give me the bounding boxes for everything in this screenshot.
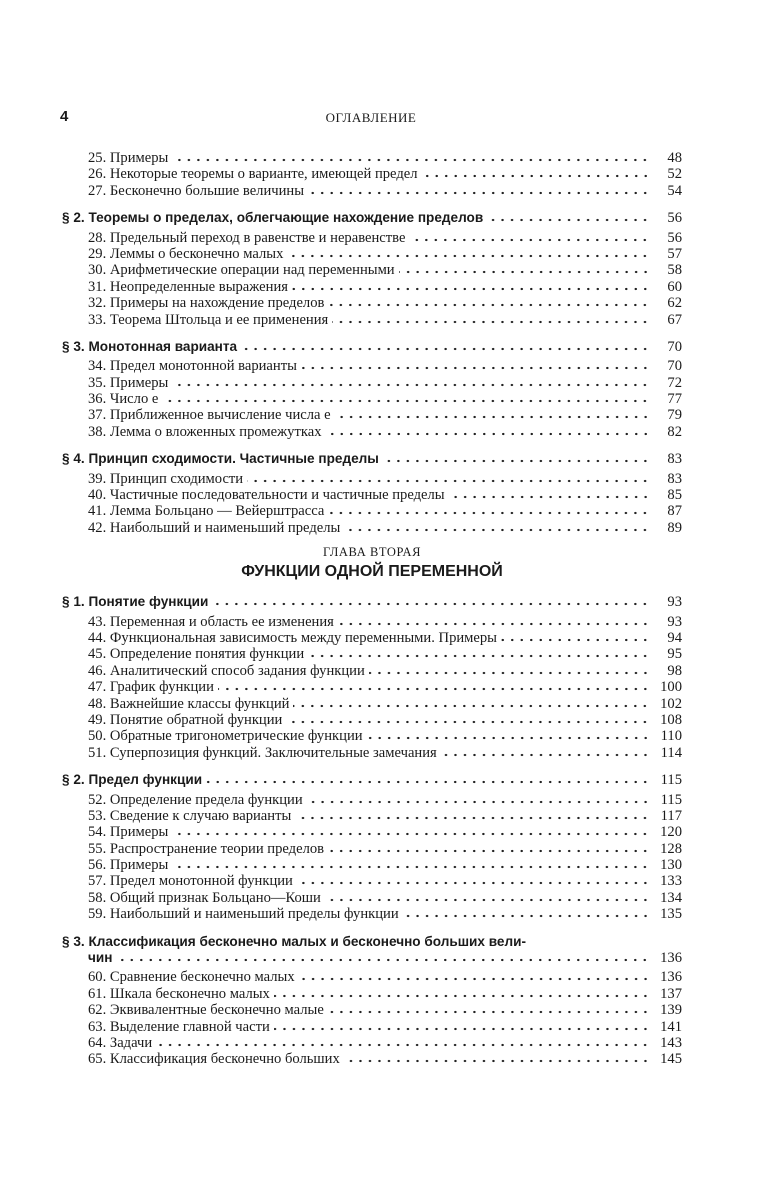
entry-page-number: 72	[667, 374, 682, 391]
dot-leader	[156, 1037, 650, 1047]
toc-entry	[62, 824, 682, 840]
toc-entry	[62, 696, 682, 712]
toc-entry	[62, 1051, 682, 1067]
entry-page-number: 70	[667, 358, 682, 375]
dot-leader	[449, 489, 650, 499]
entry-title: 43. Переменная и область ее изменения	[88, 613, 334, 630]
entry-page-number: 79	[667, 407, 682, 424]
dot-leader	[212, 596, 650, 606]
entry-page-number: 136	[660, 950, 682, 967]
toc-entry	[62, 969, 682, 985]
dot-leader	[403, 908, 650, 918]
entry-page-number: 94	[667, 629, 682, 646]
section-heading	[62, 934, 682, 967]
entry-title: 58. Общий признак Больцано—Коши	[88, 889, 321, 906]
dot-leader	[335, 409, 650, 419]
entry-page-number: 120	[660, 824, 682, 841]
entry-title: чин	[88, 950, 113, 966]
dot-leader	[326, 426, 651, 436]
entry-page-number: 83	[667, 451, 682, 468]
toc-entry	[62, 246, 682, 262]
dot-leader	[295, 810, 650, 820]
dot-leader	[172, 859, 650, 869]
entry-title: 31. Неопределенные выражения	[88, 278, 288, 295]
dot-leader	[344, 522, 650, 532]
dot-leader	[501, 632, 650, 642]
entry-title: 29. Леммы о бесконечно малых	[88, 245, 284, 262]
entry-title: § 3. Монотонная варианта	[62, 338, 238, 354]
entry-page-number: 93	[667, 613, 682, 630]
entry-page-number: 130	[660, 857, 682, 874]
toc-entry	[62, 230, 682, 246]
toc-entry	[62, 1019, 682, 1035]
toc-entry	[62, 166, 682, 182]
entry-title: 35. Примеры	[88, 374, 169, 391]
entry-page-number: 114	[660, 744, 682, 761]
dot-leader	[206, 774, 650, 784]
entry-title: 59. Наибольший и наименьший пределы функции	[88, 906, 399, 923]
entry-page-number: 67	[667, 311, 682, 328]
dot-leader	[116, 952, 650, 962]
entry-page-number: 110	[660, 728, 682, 745]
dot-leader	[274, 988, 650, 998]
dot-leader	[441, 747, 650, 757]
dot-leader	[409, 232, 650, 242]
dot-leader	[369, 665, 650, 675]
entry-page-number: 60	[667, 278, 682, 295]
entry-title: 45. Определение понятия функции	[88, 646, 305, 663]
entry-page-number: 117	[660, 807, 682, 824]
toc-entry	[62, 150, 682, 166]
toc-entry	[62, 857, 682, 873]
entry-page-number: 108	[660, 711, 682, 728]
dot-leader	[308, 185, 650, 195]
entry-title: 49. Понятие обратной функции	[88, 711, 283, 728]
section-heading-line: § 3. Классификация бесконечно малых и бесконечно больших вели-	[62, 933, 527, 949]
entry-title: 32. Примеры на нахождение пределов	[88, 295, 325, 312]
dot-leader	[399, 264, 650, 274]
toc-entry	[62, 262, 682, 278]
dot-leader	[328, 297, 650, 307]
dot-leader	[328, 505, 650, 515]
dot-leader	[487, 212, 650, 222]
entry-page-number: 95	[667, 646, 682, 663]
entry-page-number: 145	[660, 1051, 682, 1068]
entry-title: 55. Распространение теории пределов	[88, 840, 325, 857]
chapter-heading	[62, 544, 682, 583]
dot-leader	[367, 730, 650, 740]
toc-entry	[62, 312, 682, 328]
entry-title: § 2. Теоремы о пределах, облегчающие нахождение пределов	[62, 210, 484, 226]
entry-title: 52. Определение предела функции	[88, 791, 303, 808]
entry-title: 61. Шкала бесконечно малых	[88, 985, 270, 1002]
entry-page-number: 128	[660, 840, 682, 857]
entry-title: 48. Важнейшие классы функций	[88, 695, 290, 712]
section-heading	[62, 339, 682, 355]
entry-title: 65. Классификация бесконечно больших	[88, 1051, 340, 1068]
entry-title: 60. Сравнение бесконечно малых	[88, 969, 295, 986]
dot-leader	[338, 616, 650, 626]
toc-entry	[62, 906, 682, 922]
toc-entry	[62, 375, 682, 391]
chapter-label: ГЛАВА ВТОРАЯ	[322, 545, 422, 560]
toc-entry	[62, 503, 682, 519]
toc-entry	[62, 792, 682, 808]
entry-title: 25. Примеры	[88, 150, 169, 166]
dot-leader	[307, 794, 650, 804]
toc-entry	[62, 183, 682, 199]
toc-entry	[62, 471, 682, 487]
entry-title: 39. Принцип сходимости	[88, 470, 244, 487]
dot-leader	[292, 281, 650, 291]
toc-entry	[62, 808, 682, 824]
dot-leader	[172, 826, 650, 836]
section-heading	[62, 210, 682, 226]
entry-page-number: 143	[660, 1034, 682, 1051]
toc-entry	[62, 1002, 682, 1018]
entry-title: 44. Функциональная зависимость между переменными. Примеры	[88, 629, 497, 646]
entry-page-number: 115	[660, 791, 682, 808]
toc-entry	[62, 358, 682, 374]
entry-page-number: 83	[667, 470, 682, 487]
entry-title: 41. Лемма Больцано — Вейерштрасса	[88, 503, 325, 520]
toc-entry	[62, 745, 682, 761]
entry-title: 37. Приближенное вычисление числа e	[88, 407, 331, 424]
toc-entry	[62, 663, 682, 679]
entry-title: 28. Предельный переход в равенстве и неравенстве	[88, 229, 406, 246]
toc-entry	[62, 487, 682, 503]
dot-leader	[297, 875, 650, 885]
entry-page-number: 136	[660, 969, 682, 986]
running-title: ОГЛАВЛЕНИЕ	[325, 110, 417, 125]
toc-entry	[62, 391, 682, 407]
chapter-title: ФУНКЦИИ ОДНОЙ ПЕРЕМЕННОЙ	[241, 563, 503, 581]
toc-entry	[62, 841, 682, 857]
entry-page-number: 137	[660, 985, 682, 1002]
entry-page-number: 100	[660, 679, 682, 696]
toc-entry	[62, 279, 682, 295]
entry-page-number: 98	[667, 662, 682, 679]
dot-leader	[287, 248, 650, 258]
section-heading	[62, 451, 682, 467]
entry-title: 47. График функции	[88, 679, 214, 696]
dot-leader	[344, 1053, 650, 1063]
dot-leader	[328, 843, 650, 853]
entry-title: 26. Некоторые теоремы о варианте, имеющей предел	[88, 166, 418, 183]
entry-page-number: 141	[660, 1018, 682, 1035]
entry-title: 53. Сведение к случаю варианты	[88, 807, 292, 824]
toc-entry	[62, 520, 682, 536]
dot-leader	[172, 377, 650, 387]
dot-leader	[218, 681, 650, 691]
page-header	[60, 108, 682, 128]
toc-entry	[62, 873, 682, 889]
entry-title: § 1. Понятие функции	[62, 594, 209, 610]
entry-title: 63. Выделение главной части	[88, 1018, 270, 1035]
entry-page-number: 62	[667, 295, 682, 312]
section-heading	[62, 772, 682, 788]
entry-page-number: 115	[660, 772, 682, 789]
dot-leader	[332, 314, 650, 324]
toc-entry	[62, 728, 682, 744]
entry-title: 51. Суперпозиция функций. Заключительные замечания	[88, 744, 437, 761]
entry-title: 42. Наибольший и наименьший пределы	[88, 519, 341, 536]
dot-leader	[325, 892, 650, 902]
entry-title: 34. Предел монотонной варианты	[88, 358, 297, 375]
dot-leader	[293, 698, 650, 708]
entry-page-number: 56	[667, 210, 682, 227]
entry-title: 56. Примеры	[88, 857, 169, 874]
entry-title: 46. Аналитический способ задания функции	[88, 662, 365, 679]
entry-page-number: 134	[660, 889, 682, 906]
entry-page-number: 85	[667, 487, 682, 504]
toc-entry	[62, 407, 682, 423]
dot-leader	[422, 168, 650, 178]
page-number: 4	[60, 108, 69, 125]
toc-entry	[62, 295, 682, 311]
entry-title: 64. Задачи	[88, 1034, 153, 1051]
table-of-contents	[62, 150, 682, 1068]
entry-page-number: 58	[667, 262, 682, 279]
dot-leader	[241, 341, 650, 351]
entry-page-number: 52	[667, 166, 682, 183]
entry-title: 54. Примеры	[88, 824, 169, 841]
toc-entry	[62, 646, 682, 662]
entry-title: § 4. Принцип сходимости. Частичные пределы	[62, 451, 379, 467]
entry-page-number: 139	[660, 1002, 682, 1019]
entry-page-number: 87	[667, 503, 682, 520]
toc-entry	[62, 890, 682, 906]
entry-title: 27. Бесконечно большие величины	[88, 182, 305, 199]
dot-leader	[172, 152, 650, 162]
dot-leader	[308, 648, 650, 658]
dot-leader	[247, 473, 650, 483]
dot-leader	[328, 1004, 650, 1014]
entry-title: 40. Частичные последовательности и частичные пределы	[88, 487, 445, 504]
dot-leader	[299, 971, 650, 981]
entry-page-number: 57	[667, 245, 682, 262]
entry-page-number: 89	[667, 519, 682, 536]
entry-title: 36. Число e	[88, 391, 159, 408]
entry-title: 33. Теорема Штольца и ее применения	[88, 311, 329, 328]
entry-page-number: 135	[660, 906, 682, 923]
entry-page-number: 102	[660, 695, 682, 712]
dot-leader	[383, 453, 650, 463]
entry-page-number: 56	[667, 229, 682, 246]
toc-entry	[62, 712, 682, 728]
dot-leader	[286, 714, 650, 724]
toc-entry	[62, 614, 682, 630]
toc-entry	[62, 679, 682, 695]
toc-entry	[62, 986, 682, 1002]
entry-page-number: 77	[667, 391, 682, 408]
entry-page-number: 82	[667, 423, 682, 440]
toc-entry	[62, 1035, 682, 1051]
toc-entry	[62, 424, 682, 440]
entry-page-number: 70	[667, 338, 682, 355]
entry-page-number: 54	[667, 182, 682, 199]
entry-page-number: 48	[667, 150, 682, 166]
entry-title: 62. Эквивалентные бесконечно малые	[88, 1002, 324, 1019]
section-heading	[62, 594, 682, 610]
section-heading-continuation	[62, 950, 682, 966]
dot-leader	[301, 360, 650, 370]
toc-entry	[62, 630, 682, 646]
entry-title: 38. Лемма о вложенных промежутках	[88, 423, 322, 440]
entry-title: § 2. Предел функции	[62, 772, 203, 788]
dot-leader	[162, 393, 650, 403]
entry-title: 30. Арифметические операции над переменными	[88, 262, 395, 279]
entry-page-number: 133	[660, 873, 682, 890]
dot-leader	[274, 1021, 650, 1031]
entry-page-number: 93	[667, 594, 682, 611]
entry-title: 50. Обратные тригонометрические функции	[88, 728, 363, 745]
entry-title: 57. Предел монотонной функции	[88, 873, 293, 890]
